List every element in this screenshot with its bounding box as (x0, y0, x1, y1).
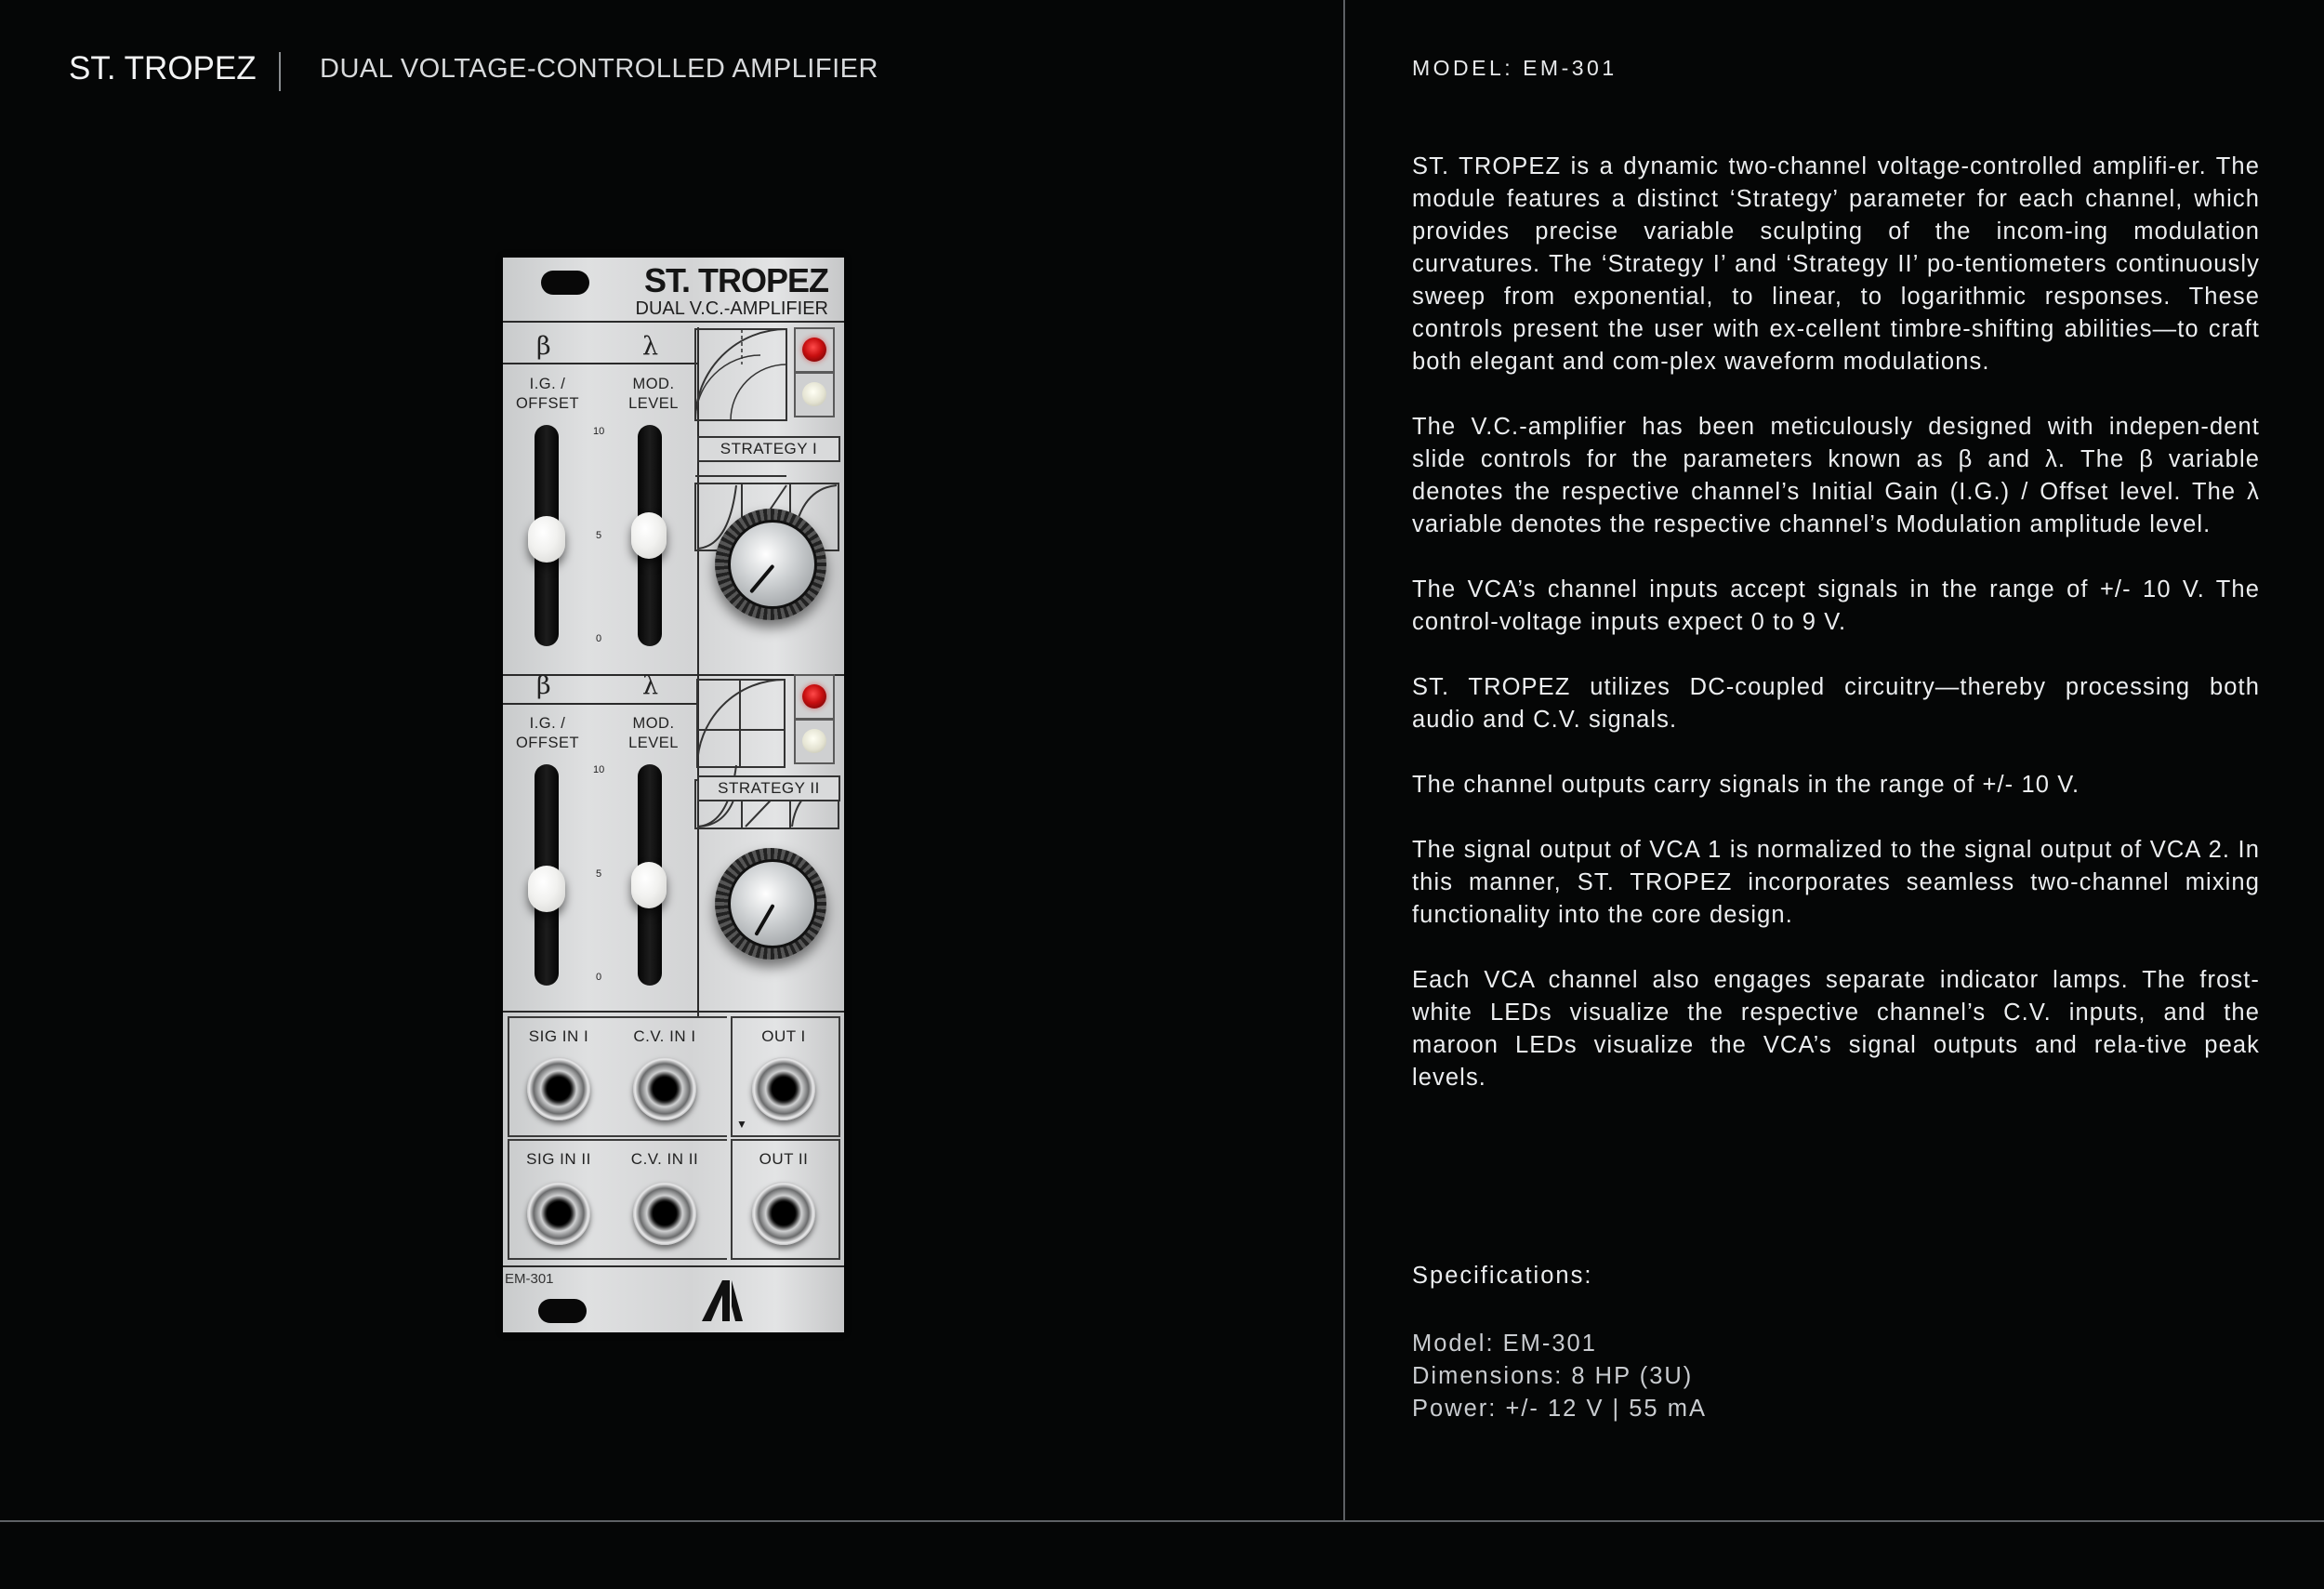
strategy-2-knob[interactable] (715, 848, 826, 960)
mounting-slot-top (541, 271, 589, 295)
beta-symbol: β (536, 332, 551, 361)
panel-rule (503, 703, 697, 705)
scale-label: 0 (596, 633, 602, 644)
out-1-label: OUT I (761, 1027, 806, 1045)
panel-rule (503, 363, 697, 364)
cv-led-1 (794, 372, 835, 417)
description-paragraph: The channel outputs carry signals in the range of +/- 10 V. (1412, 772, 2080, 798)
ig-offset-slider-cap[interactable] (528, 866, 565, 912)
spec-model: Model: EM-301 (1412, 1331, 1597, 1357)
description-paragraph: ST. TROPEZ is a dynamic two-channel voltage-controlled amplifi-er. The module features a distinct ‘Strategy’ parameter for each channel, which provides precise variable sculpting of the incom-ing modulation curvatures. The ‘Strategy I’ and ‘Strategy II’ po-tentiometers continuously sweep from exponential, to linear, to logarithmic responses. These controls present the user with ex-cellent timbre-shifting abilities—to craft both elegant and com-plex waveform modulations. (1412, 153, 2260, 375)
model-code: EM-301 (505, 1271, 554, 1287)
cv-in-2-jack[interactable] (633, 1182, 696, 1245)
description-paragraph: ST. TROPEZ utilizes DC-coupled circuitry—thereby processing both audio and C.V. signals. (1412, 674, 2260, 733)
panel-rule (503, 1011, 844, 1013)
page-title: ST. TROPEZ (69, 50, 257, 86)
scale-label: 10 (593, 764, 605, 775)
specifications-list (1412, 1328, 1707, 1425)
lambda-symbol: λ (642, 332, 659, 361)
out-2-label: OUT II (759, 1150, 809, 1168)
model-heading: MODEL: EM-301 (1412, 56, 1618, 80)
strategy-2-label: STRATEGY II (697, 775, 840, 801)
sig-in-1-jack[interactable] (527, 1057, 590, 1120)
brand-logo-icon (698, 1277, 745, 1325)
sig-in-1-label: SIG IN I (528, 1027, 589, 1045)
lambda-symbol: λ (642, 671, 659, 700)
module-panel-image (503, 258, 844, 1332)
sig-in-2-label: SIG IN II (526, 1150, 591, 1168)
center-divider (1343, 0, 1345, 1521)
strategy-1-knob[interactable] (715, 509, 826, 620)
strategy-1-label: STRATEGY I (697, 436, 840, 462)
scale-label: 10 (593, 426, 605, 437)
beta-symbol: β (536, 671, 551, 700)
bottom-rule (0, 1520, 2324, 1522)
mod-level-slider-cap[interactable] (631, 512, 667, 559)
mod-level-label: MOD. LEVEL (628, 715, 679, 751)
scale-label: 5 (596, 868, 602, 880)
ig-offset-slider-cap[interactable] (528, 516, 565, 563)
ig-offset-label: I.G. / OFFSET (515, 376, 580, 412)
description-paragraph: The signal output of VCA 1 is normalized to the signal output of VCA 2. In this manner, ST. TROPEZ incorporates seamless two-channel mixing functionality into the core design. (1412, 837, 2260, 928)
cv-led-2 (794, 719, 835, 764)
spec-dimensions: Dimensions: 8 HP (3U) (1412, 1363, 1694, 1389)
scale-label: 0 (596, 972, 602, 983)
out-1-jack[interactable] (752, 1057, 815, 1120)
peak-led-2 (794, 674, 835, 720)
ig-offset-label: I.G. / OFFSET (515, 715, 580, 751)
product-description (1412, 151, 2260, 1127)
cv-in-1-label: C.V. IN I (633, 1027, 696, 1045)
normal-arrow-icon: ▼ (736, 1118, 747, 1131)
module-name: ST. TROPEZ (643, 261, 828, 299)
scale-label: 5 (596, 530, 602, 541)
mod-level-label: MOD. LEVEL (628, 376, 679, 412)
sig-in-2-jack[interactable] (527, 1182, 590, 1245)
module-subname: DUAL V.C.-AMPLIFIER (635, 298, 828, 319)
specifications-heading: Specifications: (1412, 1263, 1593, 1289)
spec-power: Power: +/- 12 V | 55 mA (1412, 1396, 1707, 1422)
panel-rule (503, 321, 844, 323)
cv-in-2-label: C.V. IN II (630, 1150, 699, 1168)
out-2-jack[interactable] (752, 1182, 815, 1245)
title-separator (279, 52, 281, 91)
description-paragraph: Each VCA channel also engages separate indicator lamps. The frost-white LEDs visualize the respective channel’s C.V. inputs, and the maroon LEDs visualize the VCA’s signal outputs and rela-tive peak levels. (1412, 967, 2260, 1091)
mounting-slot-bottom (538, 1299, 587, 1323)
cv-in-1-jack[interactable] (633, 1057, 696, 1120)
page-subtitle: DUAL VOLTAGE-CONTROLLED AMPLIFIER (320, 54, 878, 84)
mod-level-slider-cap[interactable] (631, 862, 667, 908)
description-paragraph: The VCA’s channel inputs accept signals in the range of +/- 10 V. The control-voltage inputs expect 0 to 9 V. (1412, 576, 2260, 635)
description-paragraph: The V.C.-amplifier has been meticulously designed with indepen-dent slide controls for the parameters known as β and λ. The β variable denotes the respective channel’s Initial Gain (I.G.) / Offset level. The λ variable denotes the respective channel’s Modulation amplitude level. (1412, 414, 2260, 537)
peak-led-1 (794, 327, 835, 373)
panel-rule (503, 1265, 844, 1267)
